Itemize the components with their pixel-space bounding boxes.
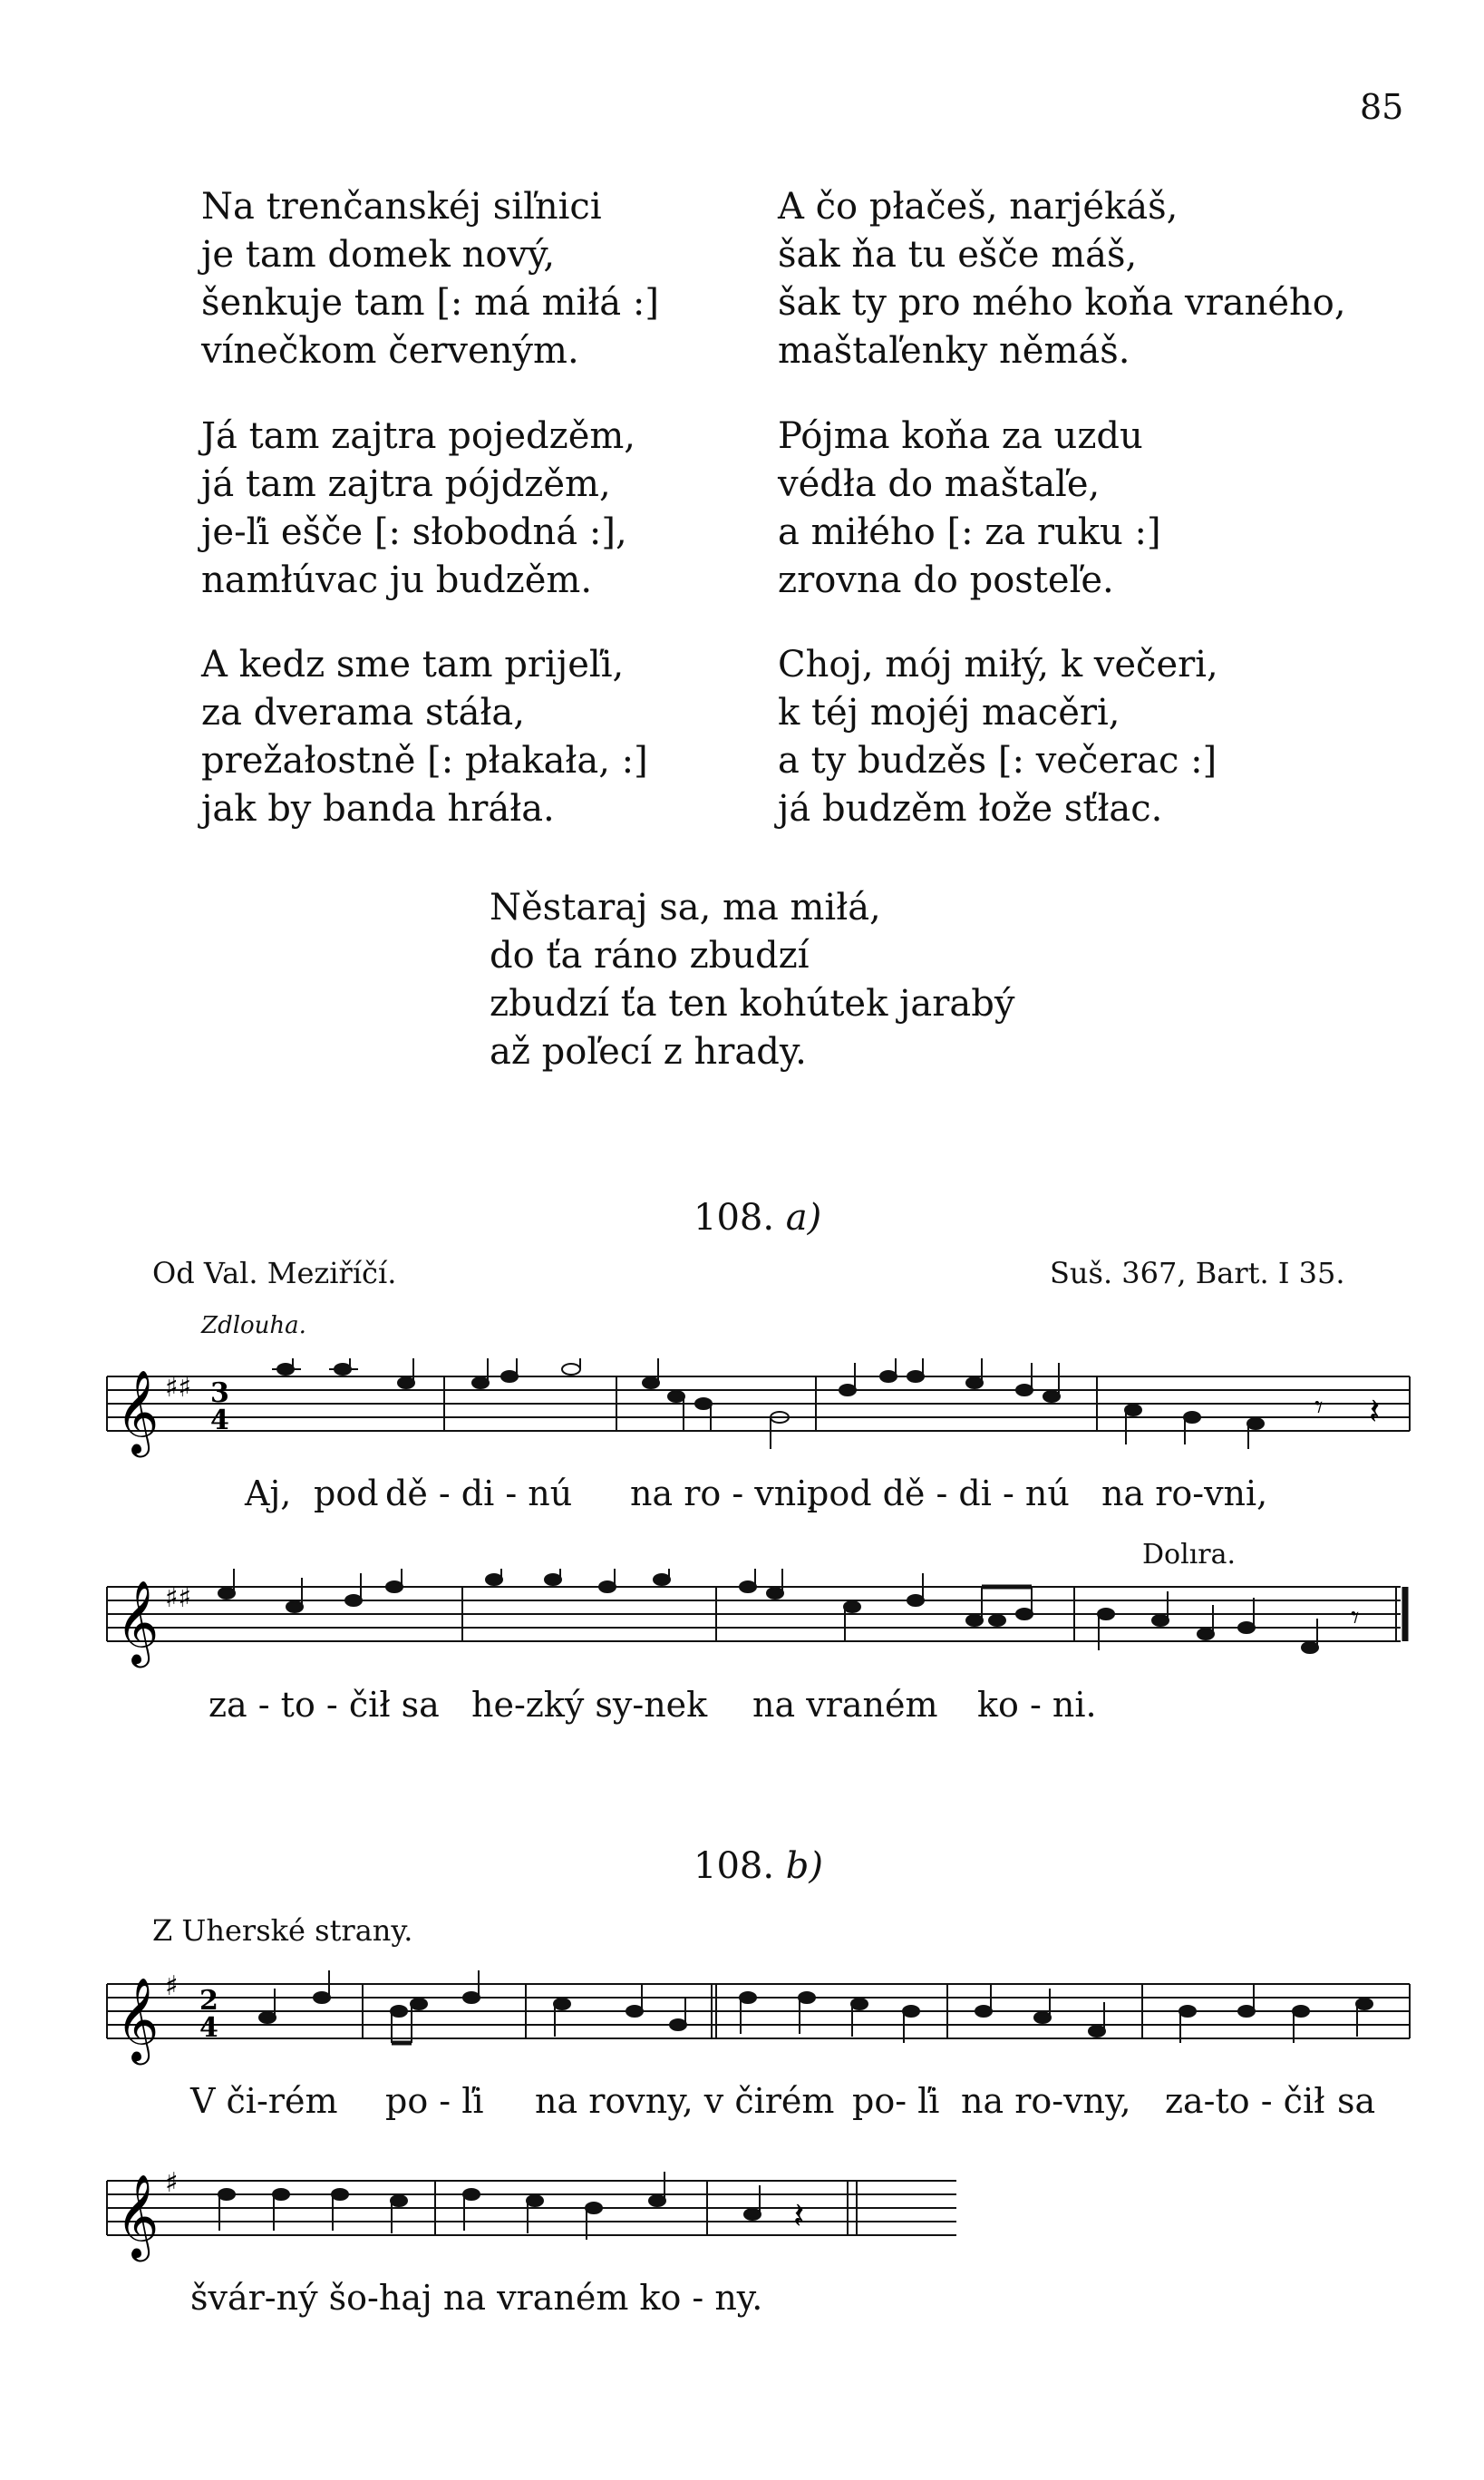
verse-line: Já tam zajtra pojedzěm, <box>201 415 636 457</box>
eighth-rest-icon: 𝄾 <box>1314 1389 1324 1426</box>
verse-line: šak ty pro mého koňa vraného, <box>778 282 1346 324</box>
verse-line: A kedz sme tam prijeľi, <box>201 644 625 686</box>
verse-line: šak ňa tu ešče máš, <box>778 234 1138 276</box>
treble-clef-icon: 𝄞 <box>116 1580 160 1664</box>
quarter-rest-icon: 𝄽 <box>1369 1391 1381 1433</box>
eighth-rest-icon: 𝄾 <box>1351 1600 1360 1637</box>
verse-line: šenkuje tam [: má miłá :] <box>201 282 659 324</box>
lyric-syllable: sa <box>1337 2081 1376 2121</box>
verse-line: k téj mojéj macěri, <box>778 692 1120 734</box>
song-b-staff-2 <box>91 2163 961 2262</box>
treble-clef-icon: 𝄞 <box>116 1369 160 1454</box>
stanza-left-1 <box>201 183 659 375</box>
stanza-right-1 <box>778 183 1346 375</box>
time-signature-top: 3 <box>210 1377 229 1409</box>
stanza-center <box>490 884 1014 1076</box>
song-b-lyrics-2: švár-ný šo-haj na vraném ko - ny. <box>190 2278 763 2318</box>
verse-line: je-ľi ešče [: słobodná :], <box>201 511 627 553</box>
song-number: 108. <box>694 1197 775 1239</box>
key-signature: ♯ <box>165 1970 179 2002</box>
song-a-staff-1 <box>91 1358 1414 1458</box>
verse-line: prežałostně [: płakała, :] <box>201 740 648 782</box>
verse-line: až poľecí z hrady. <box>490 1031 807 1073</box>
stanza-left-2 <box>201 413 635 605</box>
key-signature: ♯♯ <box>165 1372 192 1404</box>
time-signature-bottom: 4 <box>210 1405 229 1436</box>
lyric-syllable: po- ľi <box>852 2081 940 2121</box>
verse-line: Něstaraj sa, ma miłá, <box>490 887 881 929</box>
song-a-staff-2 <box>91 1569 1414 1668</box>
verse-line: zbudzí ťa ten kohútek jarabý <box>490 983 1015 1025</box>
lyric-syllable: na vraném <box>752 1685 938 1725</box>
verse-line: já budzěm łože sťłac. <box>778 788 1163 830</box>
lyric-syllable: na ro - vni, <box>630 1473 819 1513</box>
verse-line: zrovna do posteľe. <box>778 559 1114 601</box>
lyric-syllable: ko - ni. <box>977 1685 1097 1725</box>
lyric-syllable: V či-rém <box>190 2081 338 2121</box>
lyric-syllable: na rovny, v čirém <box>535 2081 835 2121</box>
verse-line: já tam zajtra pójdzěm, <box>201 463 611 505</box>
lyric-syllable: za-to - čił <box>1165 2081 1325 2121</box>
page-number: 85 <box>1360 87 1404 127</box>
verse-line: Na trenčanskéj siľnici <box>201 186 602 228</box>
verse-line: vínečkom červeným. <box>201 330 579 372</box>
verse-line: namłúvac ju budzěm. <box>201 559 593 601</box>
song-a-heading <box>694 1197 821 1239</box>
song-b-heading <box>694 1845 823 1887</box>
song-a-reference: Suš. 367, Bart. I 35. <box>1050 1256 1345 1290</box>
lyric-syllable: na ro-vny, <box>961 2081 1131 2121</box>
song-variant: a) <box>785 1197 822 1239</box>
verse-line: Pójma koňa za uzdu <box>778 415 1143 457</box>
song-b-staff-1 <box>91 1966 1414 2066</box>
time-signature-top: 2 <box>199 1985 218 2017</box>
treble-clef-icon: 𝄞 <box>116 2174 160 2258</box>
key-signature: ♯ <box>165 2167 179 2199</box>
song-number: 108. <box>694 1845 775 1887</box>
verse-line: védła do maštaľe, <box>778 463 1101 505</box>
song-a-origin: Od Val. Meziříčí. <box>152 1256 397 1290</box>
verse-line: A čo płačeš, narjékáš, <box>778 186 1178 228</box>
lyric-syllable: dě - di - nú <box>385 1473 573 1513</box>
verse-line: do ťa ráno zbudzí <box>490 935 810 977</box>
verse-line: a miłého [: za ruku :] <box>778 511 1161 553</box>
stanza-right-2 <box>778 413 1161 605</box>
lyric-syllable: po - ľi <box>385 2081 484 2121</box>
lyric-syllable: he-zký sy-nek <box>471 1685 708 1725</box>
song-a-tempo: Zdlouha. <box>201 1312 306 1339</box>
stanza-left-3 <box>201 641 648 833</box>
song-variant: b) <box>785 1845 823 1887</box>
stanza-right-3 <box>778 641 1218 833</box>
song-a-tempo-2: Dolıra. <box>1142 1539 1237 1571</box>
song-b-origin: Z Uherské strany. <box>152 1913 413 1948</box>
verse-line: a ty budzěs [: večerac :] <box>778 740 1217 782</box>
treble-clef-icon: 𝄞 <box>116 1977 160 2061</box>
verse-line: maštaľenky němáš. <box>778 330 1130 372</box>
lyric-syllable: na ro-vni, <box>1101 1473 1268 1513</box>
lyric-syllable: pod <box>314 1473 379 1513</box>
verse-line: je tam domek nový, <box>201 234 556 276</box>
lyric-syllable: Aj, <box>245 1473 292 1513</box>
quarter-rest-icon: 𝄽 <box>793 2195 805 2237</box>
key-signature: ♯♯ <box>165 1582 192 1614</box>
time-signature-bottom: 4 <box>199 2012 218 2044</box>
lyric-syllable: pod dě - di - nú <box>807 1473 1070 1513</box>
verse-line: Choj, mój miłý, k večeri, <box>778 644 1218 686</box>
verse-line: jak by banda hráła. <box>201 788 555 830</box>
verse-line: za dverama stáła, <box>201 692 525 734</box>
lyric-syllable: za - to - čił sa <box>209 1685 440 1725</box>
